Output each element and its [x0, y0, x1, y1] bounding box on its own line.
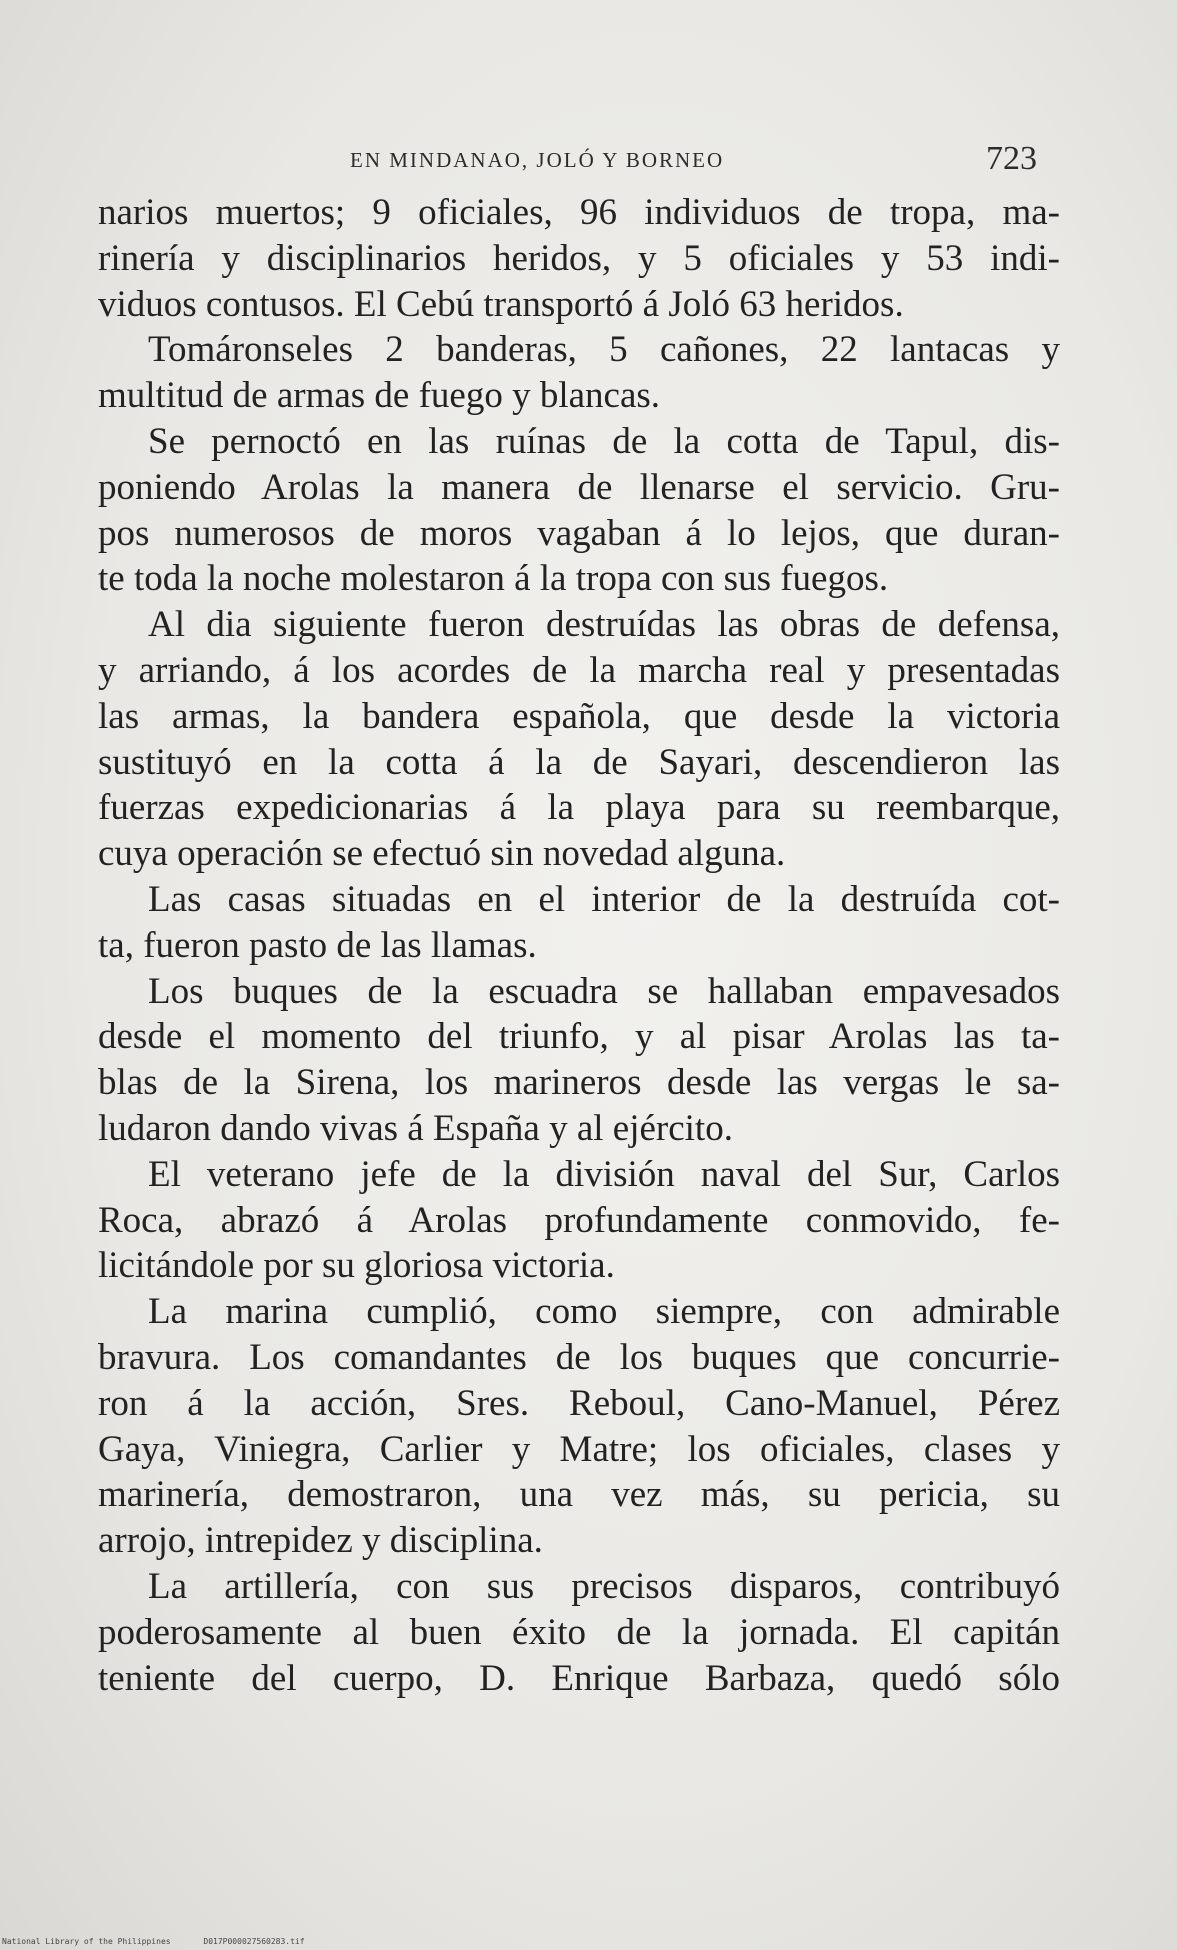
paragraph-start-line: La artillería, con sus precisos disparos, contribuyó — [148, 1565, 1060, 1607]
library-credit: National Library of the Philippines — [2, 1937, 171, 1946]
text-line: desde el momento del triunfo, y al pisar Arolas las ta- — [98, 1016, 1060, 1058]
paragraph-start-line: El veterano jefe de la división naval del Sur, Carlos — [148, 1153, 1060, 1195]
scan-footer — [2, 1937, 333, 1946]
text-line: marinería, demostraron, una vez más, su pericia, su — [98, 1474, 1060, 1516]
text-line: las armas, la bandera española, que desde la victoria — [98, 695, 1060, 737]
text-line: blas de la Sirena, los marineros desde las vergas le sa- — [98, 1062, 1060, 1104]
text-line: arrojo, intrepidez y disciplina. — [98, 1520, 543, 1562]
text-line: poniendo Arolas la manera de llenarse el servicio. Gru- — [98, 466, 1060, 508]
text-line: rinería y disciplinarios heridos, y 5 oficiales y 53 indi- — [98, 237, 1060, 279]
file-identifier: D017P000027560283.tif — [203, 1937, 305, 1946]
body-text — [98, 190, 1060, 1840]
paragraph-start-line: La marina cumplió, como siempre, con admirable — [148, 1291, 1060, 1333]
text-line: multitud de armas de fuego y blancas. — [98, 375, 661, 417]
text-line: Gaya, Viniegra, Carlier y Matre; los oficiales, clases y — [98, 1428, 1060, 1470]
text-line: bravura. Los comandantes de los buques que concurrie- — [98, 1336, 1060, 1378]
text-line: te toda la noche molestaron á la tropa con sus fuegos. — [98, 558, 889, 600]
text-line: sustituyó en la cotta á la de Sayari, descendieron las — [98, 741, 1060, 783]
running-header — [95, 140, 1055, 180]
paragraph-start-line: Las casas situadas en el interior de la destruída cot- — [148, 878, 1060, 920]
text-line: ta, fueron pasto de las llamas. — [98, 924, 537, 966]
text-line: viduos contusos. El Cebú transportó á Joló 63 heridos. — [98, 283, 904, 325]
paragraph-start-line: Se pernoctó en las ruínas de la cotta de Tapul, dis- — [148, 420, 1060, 462]
paragraph-start-line: Tomáronseles 2 banderas, 5 cañones, 22 lantacas y — [148, 329, 1060, 371]
text-line: teniente del cuerpo, D. Enrique Barbaza, quedó sólo — [98, 1657, 1060, 1699]
paragraph-start-line: Los buques de la escuadra se hallaban empavesados — [148, 970, 1060, 1012]
text-line: ludaron dando vivas á España y al ejército. — [98, 1107, 733, 1149]
text-line: fuerzas expedicionarias á la playa para su reembarque, — [98, 787, 1060, 829]
text-line: cuya operación se efectuó sin novedad alguna. — [98, 833, 786, 875]
paragraph-start-line: Al dia siguiente fueron destruídas las obras de defensa, — [148, 604, 1060, 646]
text-line: licitándole por su gloriosa victoria. — [98, 1245, 615, 1287]
text-line: Roca, abrazó á Arolas profundamente conmovido, fe- — [98, 1199, 1060, 1241]
text-line: ron á la acción, Sres. Reboul, Cano-Manuel, Pérez — [98, 1382, 1060, 1424]
text-line: narios muertos; 9 oficiales, 96 individuos de tropa, ma- — [98, 192, 1060, 233]
running-title: EN MINDANAO, JOLÓ Y BORNEO — [350, 148, 725, 172]
text-line: poderosamente al buen éxito de la jornada. El capitán — [98, 1611, 1060, 1653]
text-line: pos numerosos de moros vagaban á lo lejos, que duran- — [98, 512, 1060, 554]
text-line: y arriando, á los acordes de la marcha real y presentadas — [98, 649, 1060, 691]
page-number: 723 — [986, 140, 1037, 177]
